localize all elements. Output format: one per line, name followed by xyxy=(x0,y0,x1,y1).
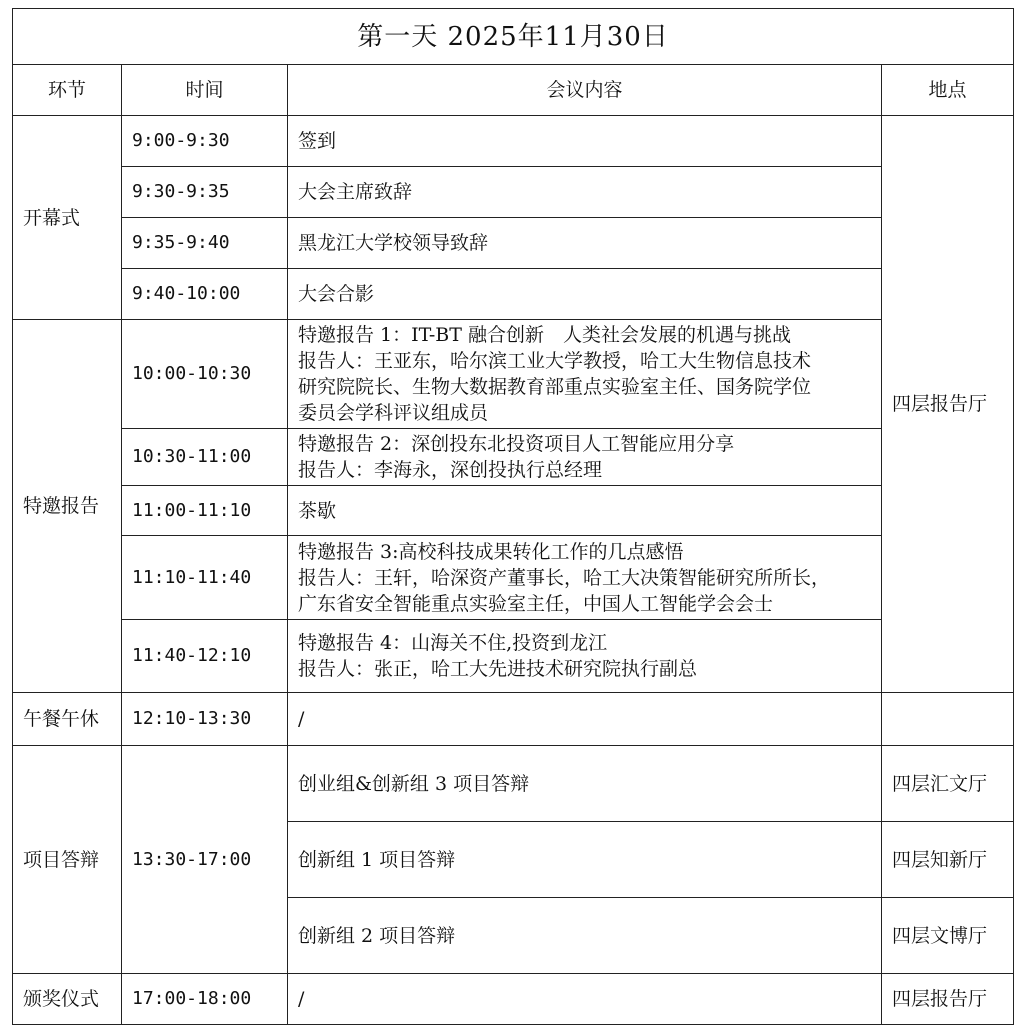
page-title: 第一天 2025年11月30日 xyxy=(13,9,1014,65)
content-line: 特邀报告 3:高校科技成果转化工作的几点感悟 xyxy=(298,540,684,563)
content-line: 特邀报告 2：深创投东北投资项目人工智能应用分享 xyxy=(298,433,735,455)
location-huiwen: 四层汇文厅 xyxy=(882,746,1014,822)
content-line: / xyxy=(298,708,305,730)
content-cell xyxy=(288,746,882,822)
segment-lunch: 午餐午休 xyxy=(13,693,122,746)
content-cell xyxy=(288,974,882,1025)
time-cell: 10:00-10:30 xyxy=(122,320,288,429)
content-line: / xyxy=(298,988,305,1010)
location-wenbo: 四层文博厅 xyxy=(882,898,1014,974)
time-cell: 13:30-17:00 xyxy=(122,746,288,974)
content-line: 研究院院长、生物大数据教育部重点实验室主任、国务院学位 xyxy=(298,376,812,398)
content-cell xyxy=(288,218,882,269)
content-line: 委员会学科评议组成员 xyxy=(298,402,489,424)
header-location: 地点 xyxy=(882,65,1014,116)
location-main-hall: 四层报告厅 xyxy=(882,116,1014,693)
segment-keynote: 特邀报告 xyxy=(13,320,122,693)
time-cell: 9:35-9:40 xyxy=(122,218,288,269)
content-line: 报告人：李海永，深创投执行总经理 xyxy=(298,459,603,481)
time-cell: 9:30-9:35 xyxy=(122,167,288,218)
time-cell: 9:00-9:30 xyxy=(122,116,288,167)
content-cell xyxy=(288,320,882,429)
content-cell xyxy=(288,486,882,536)
time-cell: 10:30-11:00 xyxy=(122,429,288,486)
content-line: 大会合影 xyxy=(298,283,375,305)
content-cell xyxy=(288,269,882,320)
content-cell xyxy=(288,822,882,898)
content-cell xyxy=(288,167,882,218)
header-time: 时间 xyxy=(122,65,288,116)
content-cell xyxy=(288,620,882,693)
content-line: 茶歇 xyxy=(298,499,337,522)
location-empty xyxy=(882,693,1014,746)
content-line: 报告人：王轩，哈深资产董事长，哈工大决策智能研究所所长， xyxy=(298,566,831,589)
time-cell: 17:00-18:00 xyxy=(122,974,288,1025)
segment-defense: 项目答辩 xyxy=(13,746,122,974)
content-line: 广东省安全智能重点实验室主任，中国人工智能学会会士 xyxy=(298,592,774,615)
content-cell xyxy=(288,898,882,974)
content-line: 黑龙江大学校领导致辞 xyxy=(298,232,489,254)
content-cell xyxy=(288,429,882,486)
content-line: 报告人：张正，哈工大先进技术研究院执行副总 xyxy=(298,658,698,680)
content-line: 特邀报告 1：IT-BT 融合创新 人类社会发展的机遇与挑战 xyxy=(298,324,791,346)
time-cell: 11:40-12:10 xyxy=(122,620,288,693)
content-line: 签到 xyxy=(298,130,337,152)
time-cell: 9:40-10:00 xyxy=(122,269,288,320)
time-cell: 11:00-11:10 xyxy=(122,486,288,536)
header-content: 会议内容 xyxy=(288,65,882,116)
location-award-hall: 四层报告厅 xyxy=(882,974,1014,1025)
segment-award: 颁奖仪式 xyxy=(13,974,122,1025)
content-cell xyxy=(288,693,882,746)
content-line: 创新组 1 项目答辩 xyxy=(298,848,456,871)
content-line: 创新组 2 项目答辩 xyxy=(298,924,456,947)
location-zhixin: 四层知新厅 xyxy=(882,822,1014,898)
time-cell: 11:10-11:40 xyxy=(122,536,288,620)
header-segment: 环节 xyxy=(13,65,122,116)
content-line: 报告人：王亚东，哈尔滨工业大学教授，哈工大生物信息技术 xyxy=(298,350,812,372)
content-cell xyxy=(288,116,882,167)
time-cell: 12:10-13:30 xyxy=(122,693,288,746)
segment-opening: 开幕式 xyxy=(13,116,122,320)
content-line: 大会主席致辞 xyxy=(298,181,413,203)
schedule-table xyxy=(12,8,1014,1025)
content-line: 创业组&创新组 3 项目答辩 xyxy=(298,772,530,795)
content-line: 特邀报告 4：山海关不住,投资到龙江 xyxy=(298,632,608,654)
content-cell xyxy=(288,536,882,620)
